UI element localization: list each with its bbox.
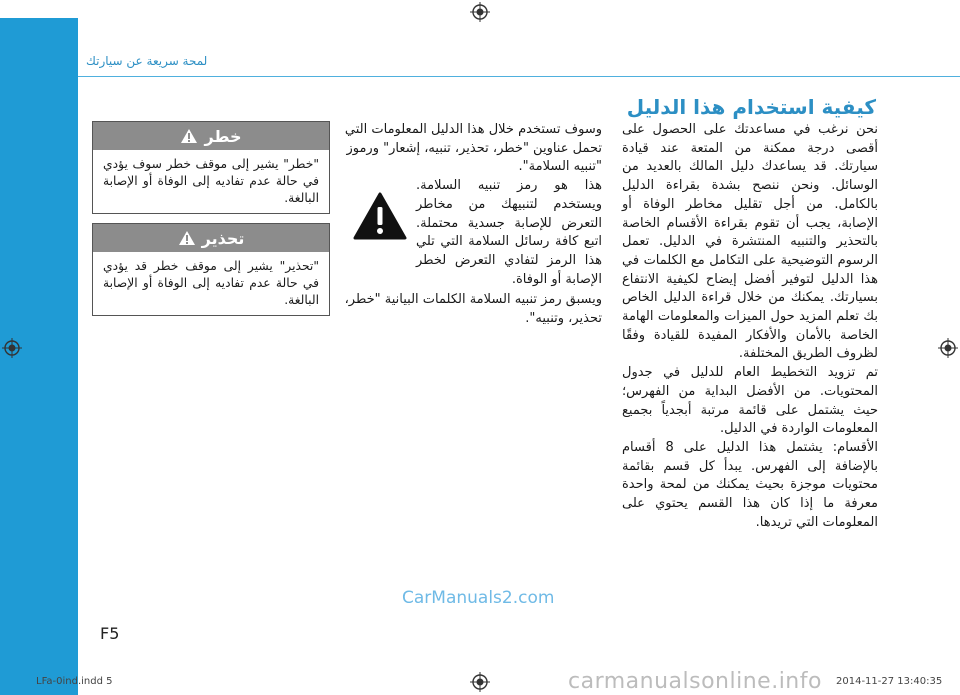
footer-file-name: LFa-0ind.indd 5: [36, 676, 113, 687]
registration-mark-icon: [2, 338, 22, 358]
warning-box-text: "تحذير" يشير إلى موقف خطر قد يؤدي في حالة عدم تفاديه إلى الوفاة أو الإصابة البالغة.: [103, 259, 319, 307]
warning-triangle-icon: [342, 191, 408, 241]
closing-paragraph: ويسبق رمز تنبيه السلامة الكلمات البيانية "خطر، تحذير، وتنبيه".: [344, 292, 602, 327]
danger-label: خطر: [204, 126, 242, 146]
danger-box-header: [93, 122, 329, 150]
right-text-column: [622, 121, 878, 532]
safety-alert-text: هذا هو رمز تنبيه السلامة. ويستخدم لتنبيهك من مخاطر التعرض للإصابة جسدية محتملة. اتبع كافة رسائل السلامة التي تلي هذا الرمز لتفادي التعرض لخطر الإصابة أو الوفاة.: [416, 178, 602, 287]
signal-words-paragraph: وسوف تستخدم خلال هذا الدليل المعلومات التي تحمل عناوين "خطر، تحذير، تنبيه، إشعار" ورموز "تنبيه السلامة".: [344, 122, 602, 175]
warning-triangle-icon: [180, 128, 198, 144]
footer-timestamp: 2014-11-27 13:40:35: [836, 676, 943, 687]
warning-box-header: [93, 224, 329, 252]
warning-label: تحذير: [201, 228, 245, 248]
header-rule: [78, 76, 960, 77]
registration-mark-icon: [938, 338, 958, 358]
registration-mark-icon: [470, 2, 490, 22]
danger-box-text: "خطر" يشير إلى موقف خطر سوف يؤدي في حالة عدم تفاديه إلى الوفاة أو الإصابة البالغة.: [103, 157, 319, 205]
page-title: كيفية استخدام هذا الدليل: [626, 95, 876, 119]
middle-text-column: [342, 121, 602, 329]
warning-triangle-icon: [178, 230, 196, 246]
sections-paragraph: الأقسام: يشتمل هذا الدليل على 8 أقسام بالإضافة إلى الفهرس. يبدأ كل قسم بقائمة محتويات موجزة بحيث يمكنك من لمحة واحدة معرفة ما إذا كان هذا القسم يحتوي على المعلومات التي تريدها.: [622, 439, 878, 530]
safety-alert-block: [342, 177, 602, 289]
intro-paragraph: نحن نرغب في مساعدتك على الحصول على أقصى درجة ممكنة من المتعة عند قيادة سيارتك. قد يساعدك دليل المالك بالعديد من الوسائل. ونحن ننصح بشدة بقراءة الدليل بالكامل. من أجل تقليل مخاطر الوفاة أو الإصابة، يجب أن تقوم بقراءة الأقسام الخاصة بالتحذير والتنبيه المنتشرة في الدليل. تعمل الرسوم التوضيحية على التكامل مع الكلمات في هذا الدليل لتوفير أفضل إيضاح لكيفية الانتفاع بسيارتك. يمكنك من خلال قراءة الدليل الخاص بك تعلم المزيد حول الميزات والمعلومات الهامة الخاصة بالأمان والأفكار المفيدة للقيادة وفقًا لظروف الطريق المختلفة.: [622, 122, 878, 362]
danger-box: [92, 121, 330, 214]
warning-box: [92, 223, 330, 316]
footer-brand-watermark: carmanualsonline.info: [568, 669, 822, 694]
page-number: F5: [100, 624, 120, 643]
contents-paragraph: تم تزويد التخطيط العام للدليل في جدول المحتويات. من الأفضل البداية من الفهرس؛ حيث يشتمل على قائمة مرتبة أبجدياً بجميع المعلومات الواردة في الدليل.: [622, 365, 878, 437]
registration-mark-icon: [470, 672, 490, 692]
watermark: CarManuals2.com: [402, 588, 555, 608]
breadcrumb: لمحة سريعة عن سيارتك: [86, 54, 208, 68]
